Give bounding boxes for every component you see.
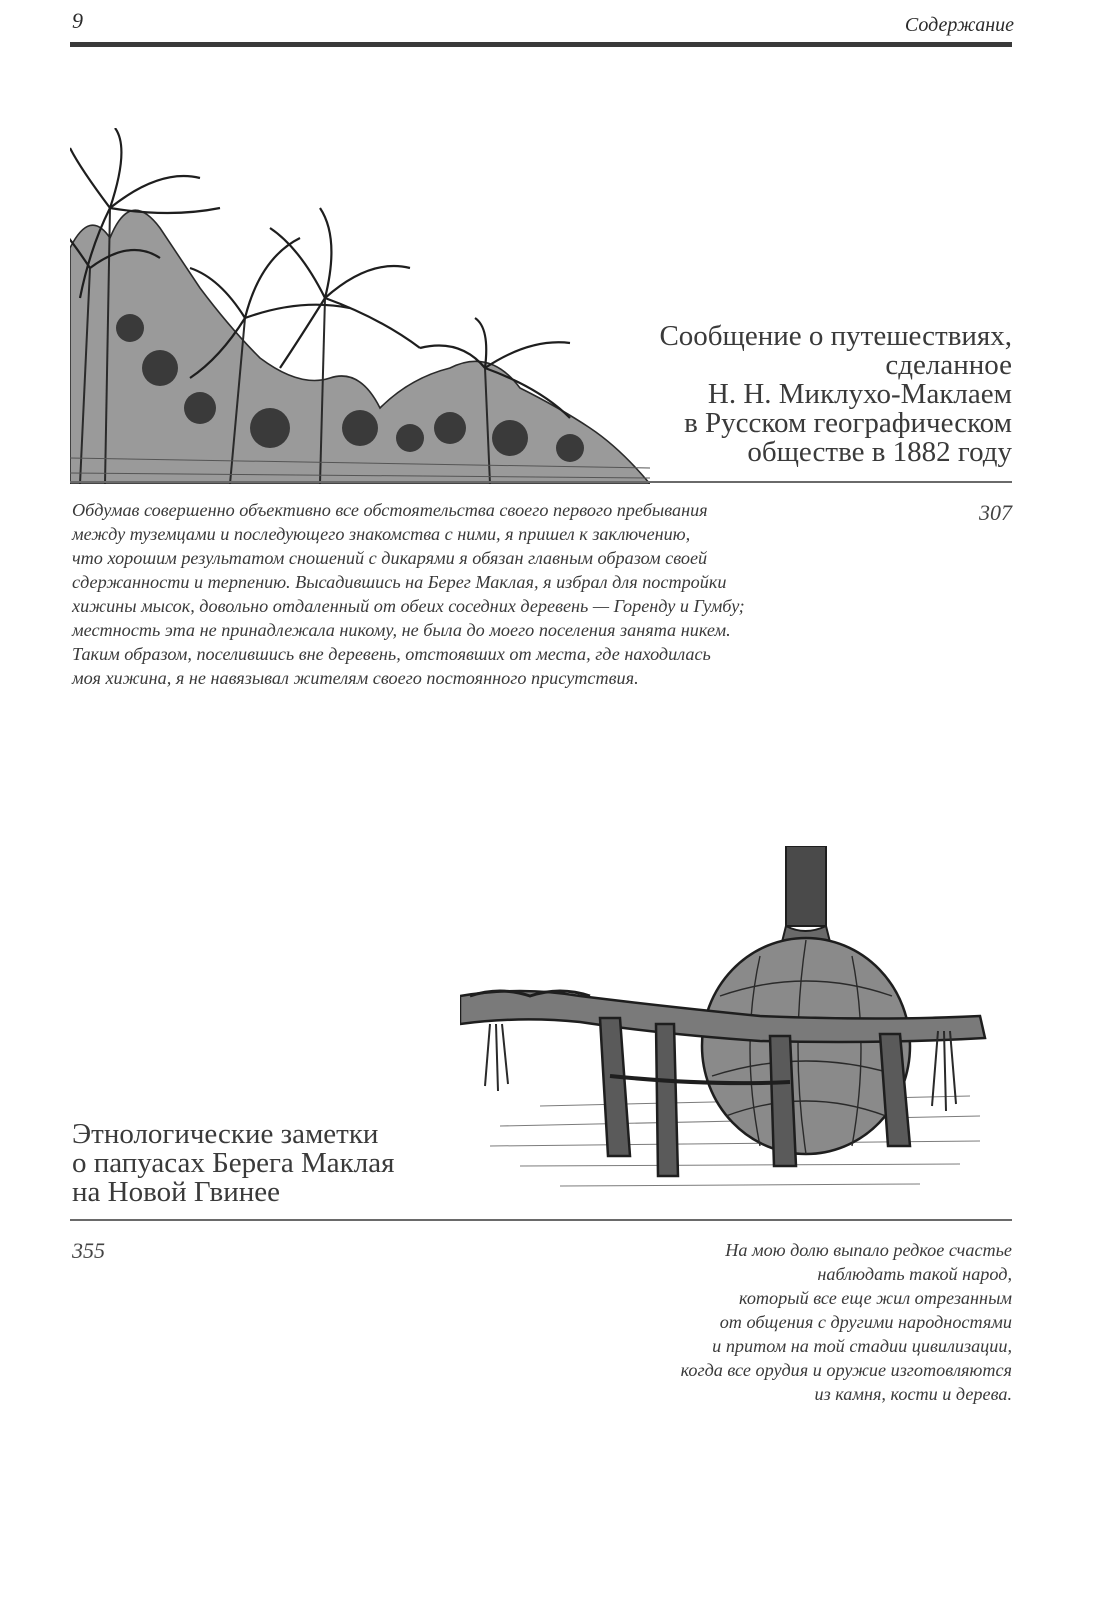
running-head: Содержание <box>904 14 1014 36</box>
excerpt-line: и притом на той стадии цивилизации, <box>712 1336 1012 1356</box>
title-line: обществе в 1882 году <box>747 436 1012 468</box>
title-line: Сообщение о путешествиях, <box>659 320 1012 352</box>
excerpt-line: Обдумав совершенно объективно все обстоятельства своего первого пребывания <box>72 500 708 520</box>
page-reference[interactable]: 307 <box>979 500 1012 525</box>
title-line: на Новой Гвинее <box>72 1176 280 1208</box>
excerpt <box>72 498 745 690</box>
excerpt-line: между туземцами и последующего знакомства с ними, я пришел к заключению, <box>72 524 691 544</box>
title-line: сделанное <box>885 349 1012 381</box>
title-line: в Русском географическом <box>684 407 1012 439</box>
title-line: Этнологические заметки <box>72 1118 379 1150</box>
section-title <box>72 1120 394 1207</box>
title-line: о папуасах Берега Маклая <box>72 1147 395 1179</box>
page-reference[interactable]: 355 <box>72 1238 105 1263</box>
excerpt-line: от общения с другими народностями <box>719 1312 1012 1332</box>
excerpt-line: местность эта не принадлежала никому, не была до моего поселения занята никем. <box>72 620 731 640</box>
excerpt-line: что хорошим результатом сношений с дикарями я обязан главным образом своей <box>72 548 708 568</box>
stool-vessel-illustration <box>460 846 1000 1206</box>
excerpt-line: который все еще жил отрезанным <box>739 1288 1012 1308</box>
section-rule <box>70 1219 1012 1221</box>
excerpt-line: сдержанности и терпению. Высадившись на Берег Маклая, я избрал для постройки <box>72 572 727 592</box>
palm-trees-illustration <box>70 128 650 484</box>
excerpt-line: из камня, кости и дерева. <box>814 1384 1012 1404</box>
title-line: Н. Н. Миклухо-Маклаем <box>707 378 1012 410</box>
excerpt-line: Таким образом, поселившись вне деревень, отстоявших от места, где находилась <box>72 644 711 664</box>
excerpt-line: когда все орудия и оружие изготовляются <box>680 1360 1012 1380</box>
page-number: 9 <box>72 8 83 33</box>
section-rule <box>70 481 1012 483</box>
excerpt <box>681 1238 1012 1406</box>
excerpt-line: наблюдать такой народ, <box>817 1264 1012 1284</box>
excerpt-line: На мою долю выпало редкое счастье <box>725 1240 1012 1260</box>
section-title <box>659 322 1012 467</box>
excerpt-line: хижины мысок, довольно отдаленный от обеих соседних деревень — Горенду и Гумбу; <box>72 596 745 616</box>
header-rule <box>70 42 1012 47</box>
excerpt-line: моя хижина, я не навязывал жителям своего постоянного присутствия. <box>72 668 639 688</box>
